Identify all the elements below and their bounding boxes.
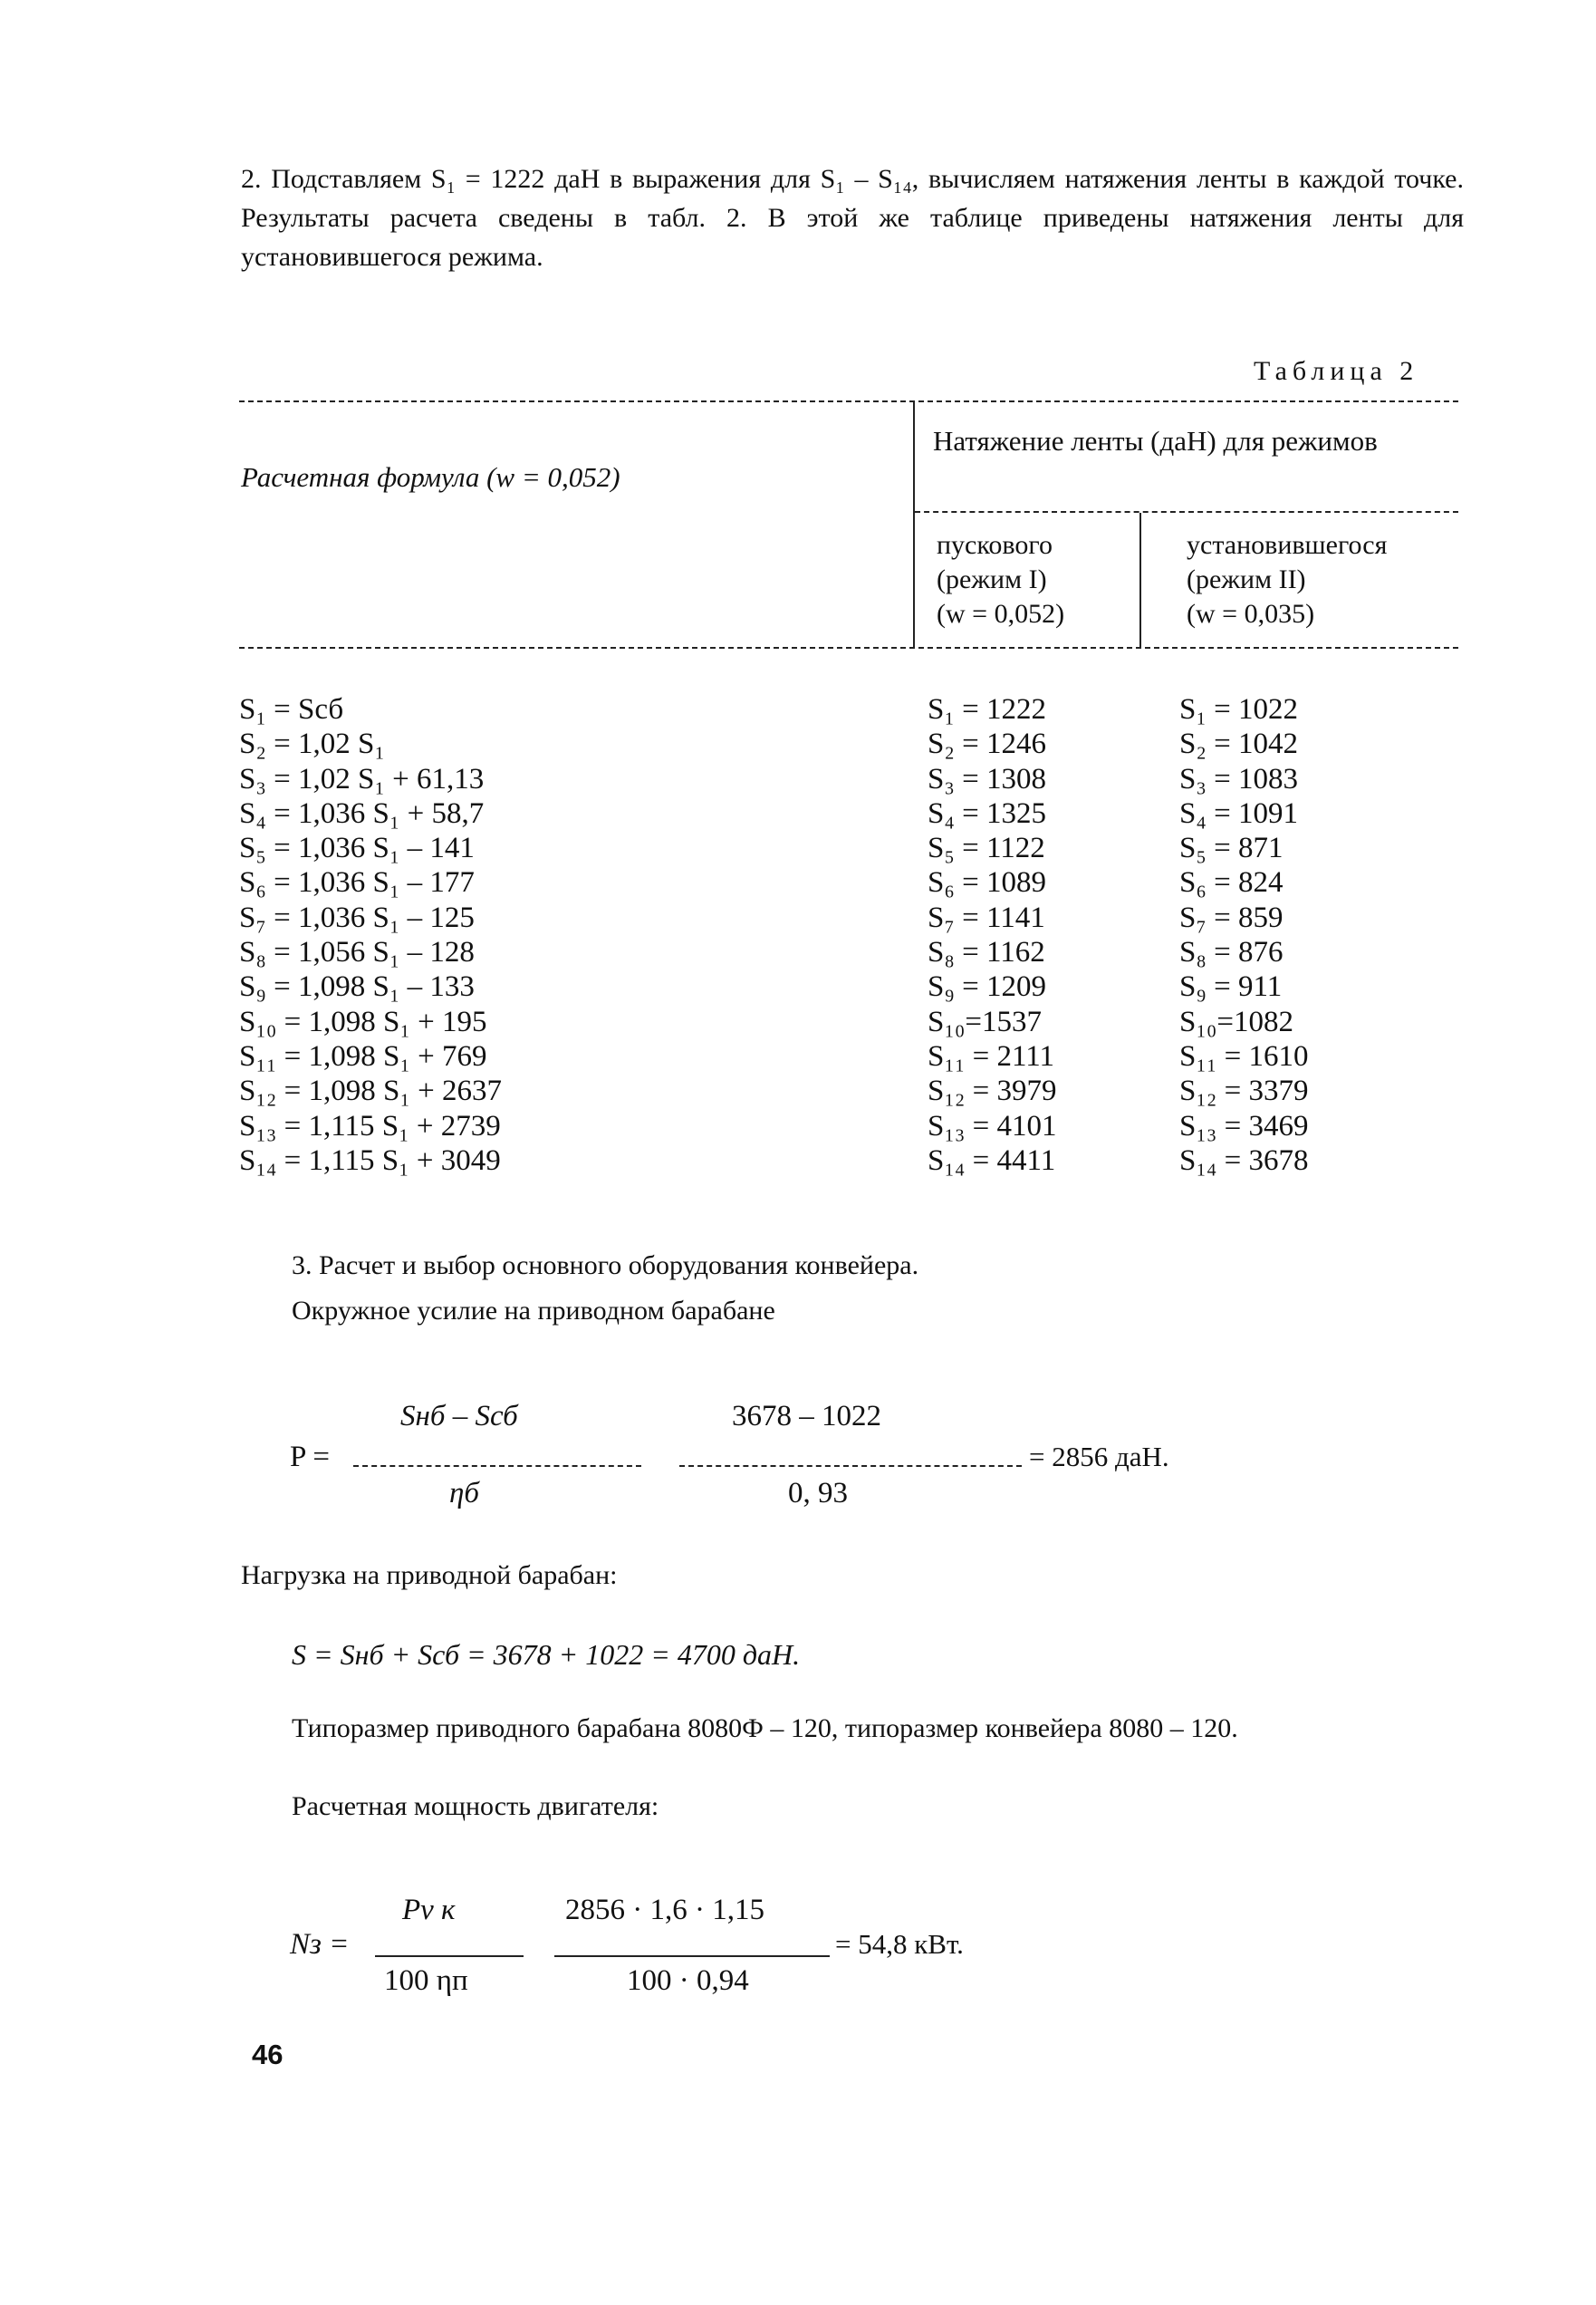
header-mode1-line: пускового [937, 530, 1053, 560]
force-lhs: P = [290, 1441, 330, 1473]
table-cell: S₉ = 911 [1179, 970, 1283, 1004]
table-row: S₄ = 1,036 S₁ + 58,7 [239, 796, 485, 830]
table-cell: S₈ = 1162 [928, 936, 1045, 969]
table-cell: S₆ = 824 [1179, 866, 1284, 900]
table-cell: S₁₀=1537 [928, 1005, 1042, 1038]
table-header-bottom-rule [239, 647, 1458, 649]
header-mode2-line: установившегося [1187, 530, 1388, 560]
table-cell: S₅ = 871 [1179, 832, 1284, 865]
table-cell: S₇ = 859 [1179, 901, 1284, 934]
table-row: S₁₂ = 1,098 S₁ + 2637 [239, 1075, 502, 1108]
power-result: = 54,8 кВт. [835, 1928, 964, 1960]
table-cell: S₁₃ = 3469 [1179, 1109, 1309, 1143]
table-row: S₂ = 1,02 S₁ [239, 728, 385, 761]
force-result: = 2856 даН. [1029, 1441, 1169, 1472]
power-intro: Расчетная мощность двигателя: [292, 1791, 659, 1821]
header-formula: Расчетная формула (w = 0,052) [241, 461, 620, 493]
header-tension: Натяжение ленты (даН) для режимов [933, 425, 1378, 457]
force-den2: 0, 93 [788, 1477, 848, 1509]
table-cell: S₁ = 1022 [1179, 693, 1298, 726]
table-row: S₃ = 1,02 S₁ + 61,13 [239, 762, 485, 796]
table-cell: S₃ = 1308 [928, 762, 1046, 796]
force-num1: Sнб – Sсб [400, 1400, 518, 1432]
force-den1: ηб [449, 1477, 479, 1509]
table-cell: S₂ = 1246 [928, 728, 1046, 761]
header-mode2 [1187, 528, 1387, 632]
table-top-rule [239, 400, 1458, 402]
table-row: S₇ = 1,036 S₁ – 125 [239, 901, 475, 934]
header-mode1-line: (w = 0,052) [937, 599, 1065, 629]
mode1-column [928, 692, 1056, 1178]
formula-column [239, 692, 502, 1178]
table-cell: S₁₂ = 3979 [928, 1075, 1057, 1108]
power-num1: Pv к [402, 1894, 456, 1926]
table-cell: S₃ = 1083 [1179, 762, 1298, 796]
table-cell: S₂ = 1042 [1179, 728, 1298, 761]
table-cell: S₆ = 1089 [928, 866, 1046, 900]
power-den1: 100 ηп [384, 1964, 468, 1997]
table-cell: S₅ = 1122 [928, 832, 1045, 865]
table-cell: S₁₄ = 3678 [1179, 1143, 1309, 1177]
table-row: S₁₄ = 1,115 S₁ + 3049 [239, 1143, 501, 1177]
force-num2: 3678 – 1022 [732, 1400, 881, 1432]
table-row: S₉ = 1,098 S₁ – 133 [239, 970, 475, 1004]
table-cell: S₁₁ = 2111 [928, 1039, 1055, 1073]
power-fraction-bar-1 [375, 1955, 524, 1957]
table-row: S₁₁ = 1,098 S₁ + 769 [239, 1039, 487, 1073]
table-cell: S₄ = 1325 [928, 796, 1046, 830]
header-mode2-line: (режим II) [1187, 564, 1306, 594]
table-cell: S₁₂ = 3379 [1179, 1075, 1309, 1108]
table-row: S₆ = 1,036 S₁ – 177 [239, 866, 475, 900]
force-intro: Окружное усилие на приводном барабане [292, 1296, 775, 1326]
power-lhs: Nз = [290, 1928, 350, 1961]
header-mode1-line: (режим I) [937, 564, 1047, 594]
table-cell: S₇ = 1141 [928, 901, 1045, 934]
force-fraction-bar-2 [679, 1465, 1022, 1467]
table-row: S₅ = 1,036 S₁ – 141 [239, 832, 475, 865]
table-cell: S₄ = 1091 [1179, 796, 1298, 830]
table-subcol-divider [1139, 513, 1141, 647]
table-cell: S₁₁ = 1610 [1179, 1039, 1309, 1073]
mode2-column [1179, 692, 1308, 1178]
table-cell: S₁₄ = 4411 [928, 1143, 1056, 1177]
header-mode2-line: (w = 0,035) [1187, 599, 1315, 629]
header-mode1 [937, 528, 1064, 632]
table-row: S₁ = Sсб [239, 693, 344, 726]
intro-paragraph: 2. Подставляем S₁ = 1222 даН в выражения для S₁ – S₁₄, вычисляем натяжения ленты в каждой точке. Результаты расчета сведены в табл. 2. В этой же таблице приведены натяжения ленты для установившегося режима. [241, 164, 1464, 272]
table-caption: Таблица 2 [1254, 356, 1419, 386]
power-fraction-bar-2 [554, 1955, 830, 1957]
table-cell: S₁₀=1082 [1179, 1005, 1293, 1038]
table-cell: S₁ = 1222 [928, 693, 1046, 726]
load-formula: S = Sнб + Sсб = 3678 + 1022 = 4700 даН. [292, 1638, 801, 1671]
table-cell: S₁₃ = 4101 [928, 1109, 1057, 1143]
page-number: 46 [252, 2039, 284, 2070]
force-fraction-bar-1 [353, 1465, 641, 1467]
power-num2: 2856 · 1,6 · 1,15 [565, 1894, 764, 1926]
table-cell: S₉ = 1209 [928, 970, 1046, 1004]
table-row: S₁₃ = 1,115 S₁ + 2739 [239, 1109, 501, 1143]
section3-title: 3. Расчет и выбор основного оборудования конвейера. [292, 1250, 919, 1280]
table-row: S₈ = 1,056 S₁ – 128 [239, 936, 475, 969]
table-row: S₁₀ = 1,098 S₁ + 195 [239, 1005, 487, 1038]
table-col-divider [913, 402, 915, 647]
drum-paragraph: Типоразмер приводного барабана 8080Ф – 120, типоразмер конвейера 8080 – 120. [292, 1713, 1238, 1743]
table-cell: S₈ = 876 [1179, 936, 1284, 969]
table-subheader-rule [915, 511, 1458, 513]
load-intro: Нагрузка на приводной барабан: [241, 1560, 618, 1590]
power-den2: 100 · 0,94 [627, 1964, 749, 1997]
